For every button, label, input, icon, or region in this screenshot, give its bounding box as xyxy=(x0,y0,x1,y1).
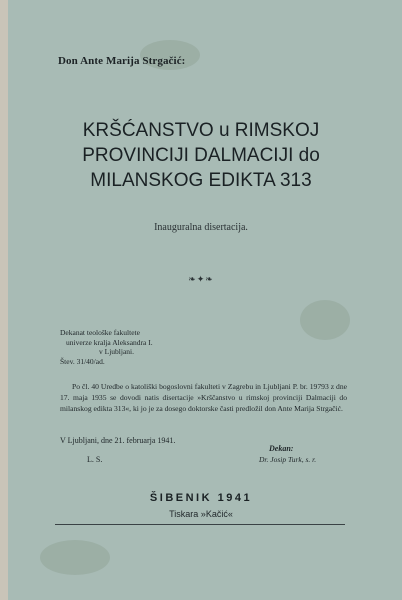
stain xyxy=(300,300,350,340)
date-line: V Ljubljani, dne 21. februarja 1941. xyxy=(60,436,176,445)
author-name: Don Ante Marija Strgačić: xyxy=(58,55,186,67)
book-title xyxy=(0,118,402,193)
printer-name: Tiskara »Kačić« xyxy=(169,509,233,519)
signature: Dr. Josip Turk, s. r. xyxy=(259,455,317,464)
dean-office-block xyxy=(60,328,153,366)
seal-mark: L. S. xyxy=(87,455,103,464)
publication-place-year: ŠIBENIK 1941 xyxy=(149,492,253,504)
dean-line: Štev. 31/40/ad. xyxy=(60,356,105,366)
title-line: KRŠĆANSTVO u RIMSKOJ xyxy=(82,120,320,141)
dean-line: v Ljubljani. xyxy=(99,347,134,356)
title-line: PROVINCIJI DALMACIJI do xyxy=(82,145,320,166)
title-line: MILANSKOG EDIKTA 313 xyxy=(90,170,312,191)
stain xyxy=(40,540,110,575)
dean-line: Dekanat teološke fakultete xyxy=(60,328,140,337)
subtitle: Inauguralna disertacija. xyxy=(154,222,248,233)
dekan-label: Dekan: xyxy=(269,444,294,453)
divider xyxy=(55,524,345,525)
dean-line: univerze kralja Aleksandra I. xyxy=(66,337,153,347)
approval-text: Po čl. 40 Uredbe o katoliški bogoslovni fakulteti v Zagrebu in Ljubljani P. br. 19793 z dne 17. maja 1935 se dovodi natis disertacije »Krščanstvo u rimskoj provinciji Dalmaciji do milanskog edikta 313«, ki jo je za dosego doktorske časti predložil don Ante Marija Strgačić. xyxy=(60,382,347,413)
ornament: ❧✦❧ xyxy=(188,274,214,284)
